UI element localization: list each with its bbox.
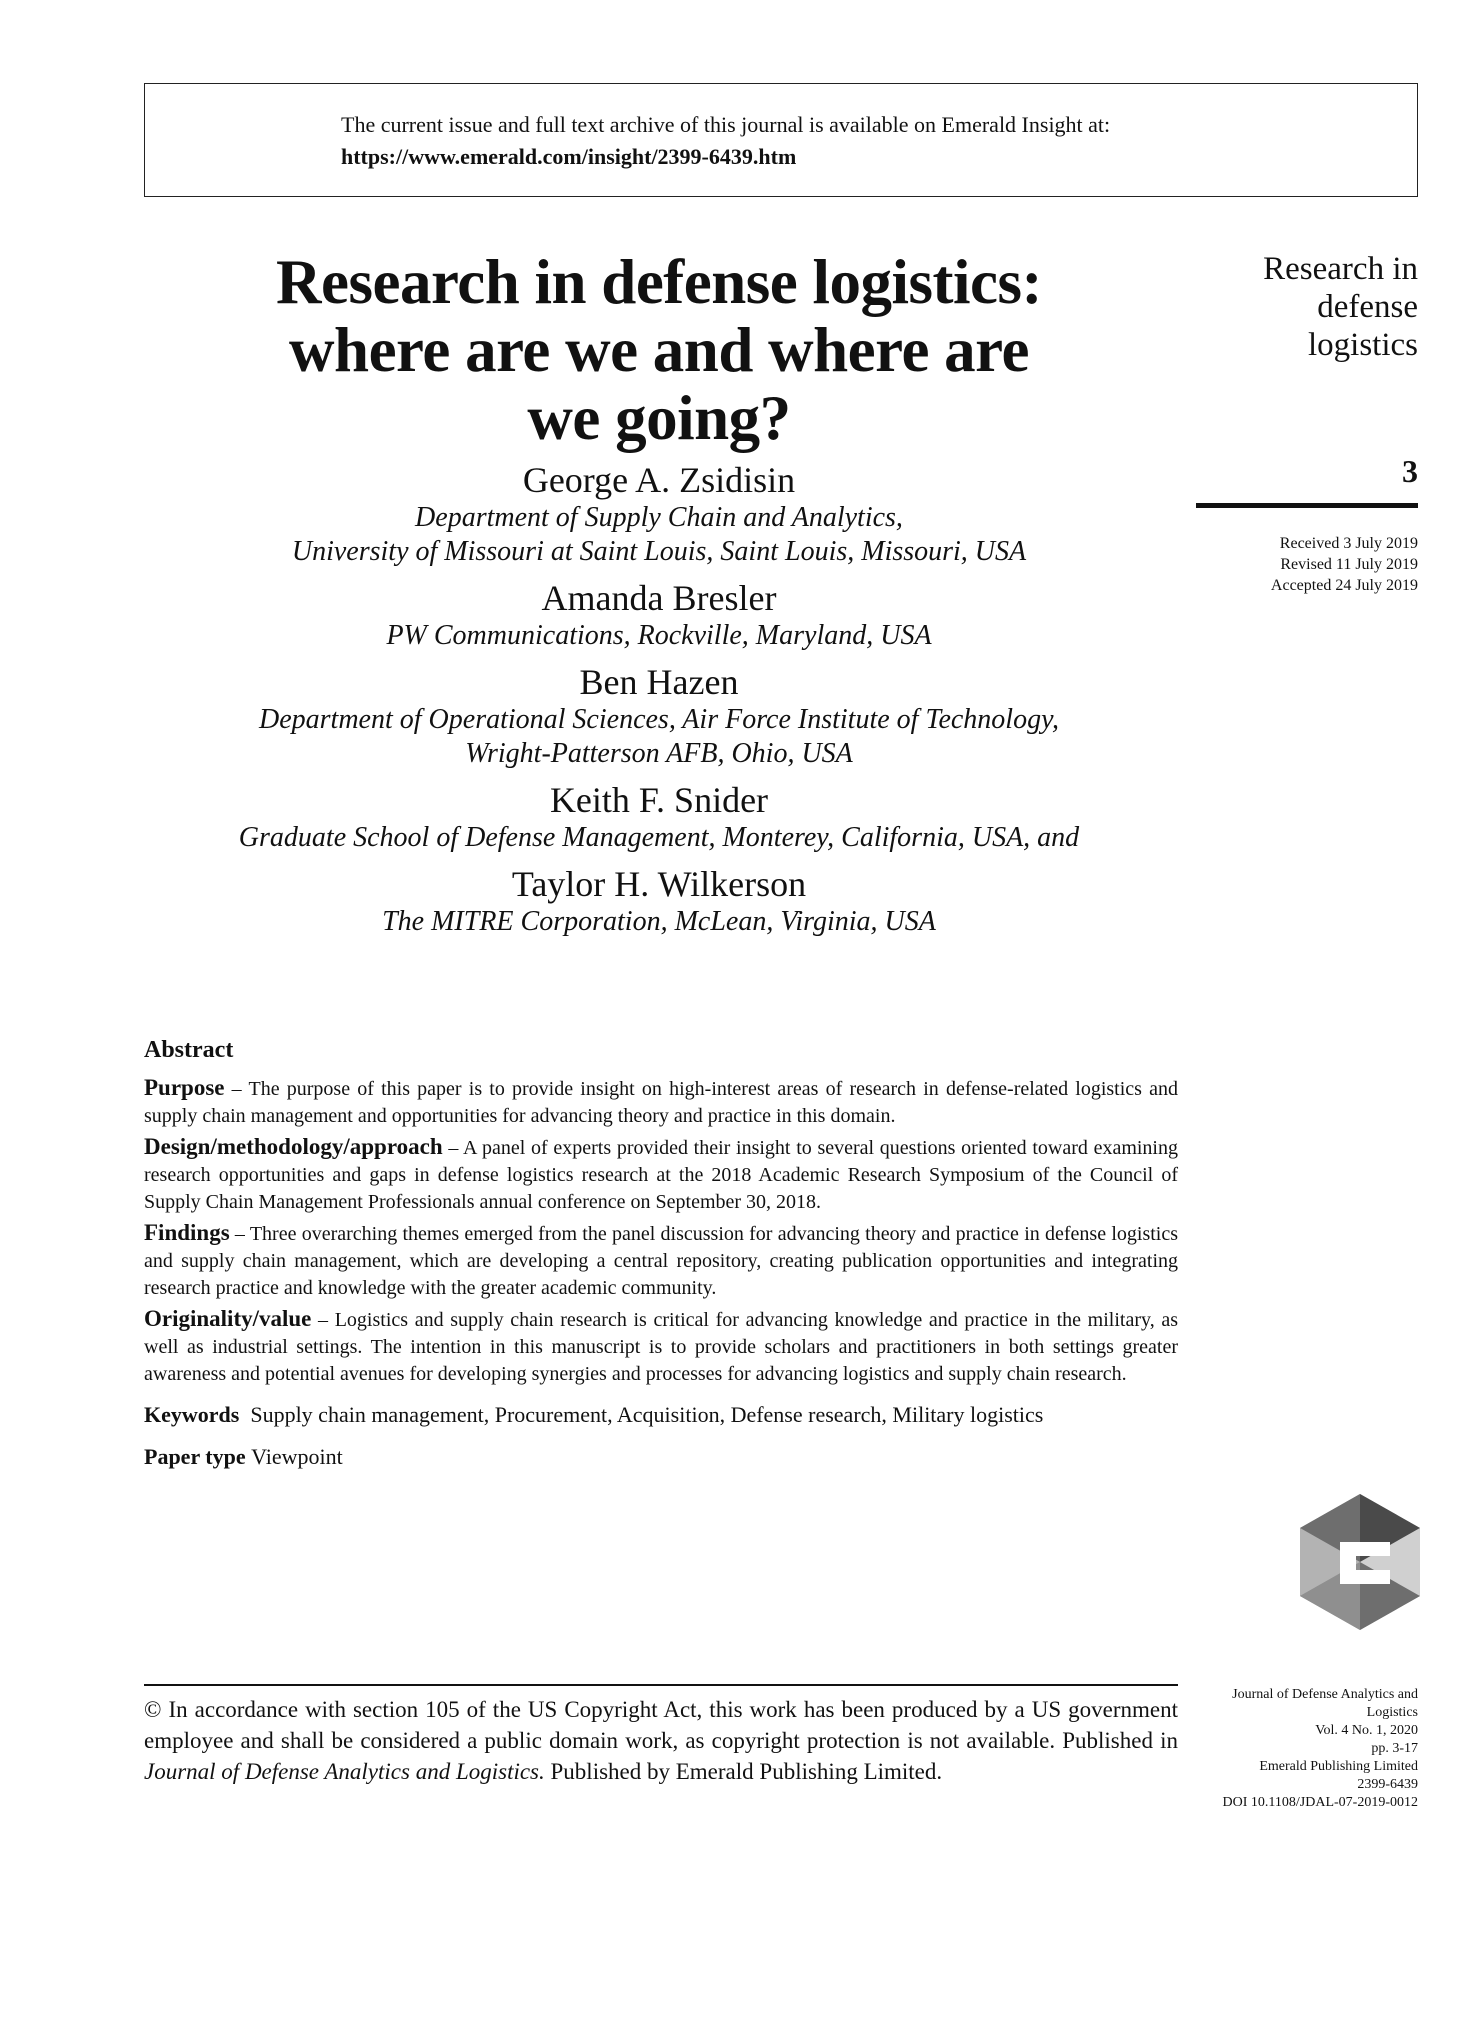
running-head-line: Research in bbox=[1263, 251, 1418, 287]
journal-name-cont: Logistics bbox=[1366, 1705, 1418, 1720]
author-affiliation: PW Communications, Rockville, Maryland, USA bbox=[386, 620, 932, 651]
publisher: Emerald Publishing Limited bbox=[1259, 1759, 1418, 1774]
section-separator: – bbox=[311, 1309, 335, 1331]
section-separator: – bbox=[229, 1223, 250, 1245]
section-label: Purpose bbox=[144, 1075, 225, 1100]
copyright-notice bbox=[144, 1694, 1178, 1787]
journal-volume: Vol. 4 No. 1, 2020 bbox=[1315, 1723, 1418, 1738]
abstract-originality bbox=[144, 1305, 1178, 1388]
page-number: 3 bbox=[1402, 453, 1418, 489]
abstract bbox=[144, 1034, 1178, 1472]
author-name: Ben Hazen bbox=[579, 662, 739, 702]
paper-type-label: Paper type bbox=[144, 1444, 246, 1469]
keywords-label: Keywords bbox=[144, 1402, 240, 1427]
journal-url-link[interactable]: https://www.emerald.com/insight/2399-6439.htm bbox=[341, 144, 797, 169]
author-affiliation: Wright-Patterson AFB, Ohio, USA bbox=[465, 738, 853, 769]
author-affiliation: Graduate School of Defense Management, Monterey, California, USA, and bbox=[238, 822, 1080, 853]
title-line: Research in defense logistics: bbox=[276, 247, 1042, 317]
keywords bbox=[144, 1400, 1178, 1430]
author-name: Amanda Bresler bbox=[541, 578, 777, 618]
section-separator: – bbox=[224, 1078, 249, 1100]
section-separator: – bbox=[442, 1137, 463, 1159]
issn: 2399-6439 bbox=[1357, 1777, 1418, 1792]
footnote-divider bbox=[144, 1684, 1178, 1686]
accepted-date: Accepted 24 July 2019 bbox=[1270, 577, 1418, 594]
doi: DOI 10.1108/JDAL-07-2019-0012 bbox=[1222, 1795, 1418, 1810]
margin-divider bbox=[1196, 503, 1418, 508]
submission-dates bbox=[1271, 533, 1418, 596]
author-name: George A. Zsidisin bbox=[522, 460, 796, 500]
author-affiliation: Department of Supply Chain and Analytics, bbox=[415, 502, 903, 533]
abstract-findings bbox=[144, 1219, 1178, 1302]
section-text: The purpose of this paper is to provide insight on high-interest areas of research in defense-related logistics and supply chain management and opportunities for advancing theory and practice in this domain. bbox=[144, 1078, 1179, 1127]
author-affiliation: University of Missouri at Saint Louis, Saint Louis, Missouri, USA bbox=[291, 536, 1027, 567]
running-head bbox=[1158, 250, 1418, 364]
section-label: Design/methodology/approach bbox=[144, 1134, 443, 1159]
running-head-line: defense bbox=[1317, 289, 1418, 325]
title-line: where are we and where are bbox=[289, 315, 1029, 385]
received-date: Received 3 July 2019 bbox=[1279, 535, 1418, 552]
section-label: Findings bbox=[144, 1220, 230, 1245]
author-affiliation: The MITRE Corporation, McLean, Virginia, USA bbox=[382, 906, 936, 937]
abstract-design bbox=[144, 1133, 1178, 1216]
paper-type bbox=[144, 1442, 1178, 1472]
emerald-logo-svg bbox=[1298, 1492, 1422, 1632]
journal-info bbox=[1178, 1686, 1418, 1812]
journal-pages: pp. 3-17 bbox=[1371, 1741, 1418, 1756]
keywords-list: Supply chain management, Procurement, Acquisition, Defense research, Military logistics bbox=[250, 1402, 1044, 1427]
paper-title bbox=[144, 248, 1174, 452]
section-text: Three overarching themes emerged from the panel discussion for advancing theory and practice in defense logistics and supply chain management, which are developing a central repository, creating publication opportunities and integrating research practice and knowledge with the greater academic community. bbox=[144, 1223, 1179, 1299]
author-name: Taylor H. Wilkerson bbox=[511, 864, 807, 904]
access-notice: The current issue and full text archive of this journal is available on Emerald Insight at: bbox=[341, 112, 1111, 137]
author-affiliation: Department of Operational Sciences, Air Force Institute of Technology, bbox=[259, 704, 1059, 735]
revised-date: Revised 11 July 2019 bbox=[1280, 556, 1418, 573]
emerald-logo-icon bbox=[1298, 1492, 1422, 1632]
abstract-purpose bbox=[144, 1074, 1178, 1130]
title-block bbox=[144, 248, 1174, 939]
section-text: A panel of experts provided their insight to several questions oriented toward examining research opportunities and gaps in defense logistics research at the 2018 Academic Research Symposium of the Council of Supply Chain Management Professionals annual conference on September 30, 2018. bbox=[144, 1137, 1178, 1213]
paper-type-value: Viewpoint bbox=[251, 1444, 343, 1469]
journal-name-italic: Journal of Defense Analytics and Logistics. bbox=[144, 1759, 545, 1784]
title-line: we going? bbox=[527, 383, 791, 453]
copyright-text: © In accordance with section 105 of the US Copyright Act, this work has been produced by a US government employee and shall be considered a public domain work, as copyright protection is not available. Published in bbox=[144, 1697, 1178, 1753]
journal-access-box bbox=[144, 83, 1418, 197]
running-head-line: logistics bbox=[1307, 327, 1418, 363]
section-text: Logistics and supply chain research is critical for advancing knowledge and practice in the military, as well as industrial settings. The intention in this manuscript is to provide scholars and practitioners in both settings greater awareness and potential avenues for developing synergies and processes for advancing logistics and supply chain research. bbox=[144, 1309, 1179, 1385]
section-label: Originality/value bbox=[144, 1306, 312, 1331]
author-name: Keith F. Snider bbox=[549, 780, 769, 820]
journal-name: Journal of Defense Analytics and bbox=[1232, 1687, 1418, 1702]
abstract-heading: Abstract bbox=[144, 1037, 234, 1063]
copyright-text-end: Published by Emerald Publishing Limited. bbox=[544, 1759, 943, 1784]
